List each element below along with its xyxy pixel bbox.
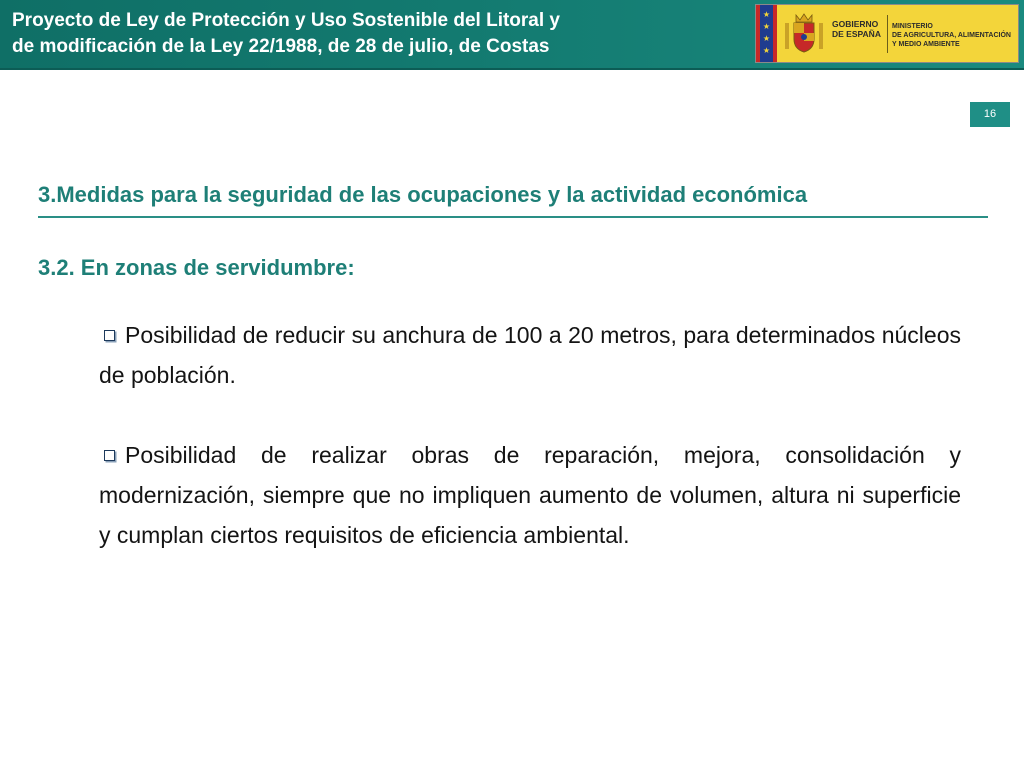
bullet-text: Posibilidad de realizar obras de reparación, mejora, consolidación y modernización, siempre que no impliquen aumento de volumen, altura ni superficie y cumplan ciertos requisitos de eficiencia ambiental. — [99, 442, 961, 548]
hollow-square-bullet-icon — [104, 450, 115, 461]
header-title-line-1: Proyecto de Ley de Protección y Uso Sostenible del Litoral y — [12, 10, 560, 31]
government-logo — [755, 4, 1019, 63]
gobierno-de-espana-text: GOBIERNO DE ESPAÑA — [832, 19, 881, 39]
bullet-item — [99, 315, 961, 395]
header-title — [12, 8, 712, 60]
subsection-title: 3.2. En zonas de servidumbre: — [38, 255, 355, 280]
spain-flag-stripe-icon: ★ ★ ★ ★ — [756, 5, 777, 62]
section-divider — [38, 216, 988, 218]
ministerio-text: MINISTERIO DE AGRICULTURA, ALIMENTACIÓN Y MEDIO AMBIENTE — [892, 23, 1011, 48]
slide-header — [0, 0, 1024, 68]
header-title-line-2: de modificación de la Ley 22/1988, de 28 de julio, de Costas — [12, 36, 550, 57]
page-number-badge: 16 — [970, 102, 1010, 127]
logo-divider — [887, 15, 888, 53]
bullet-item — [99, 435, 961, 555]
bullet-text: Posibilidad de reducir su anchura de 100 a 20 metros, para determinados núcleos de población. — [99, 322, 961, 388]
section-title: 3.Medidas para la seguridad de las ocupaciones y la actividad económica — [38, 182, 808, 207]
hollow-square-bullet-icon — [104, 330, 115, 341]
spain-coat-of-arms-icon — [782, 11, 826, 56]
